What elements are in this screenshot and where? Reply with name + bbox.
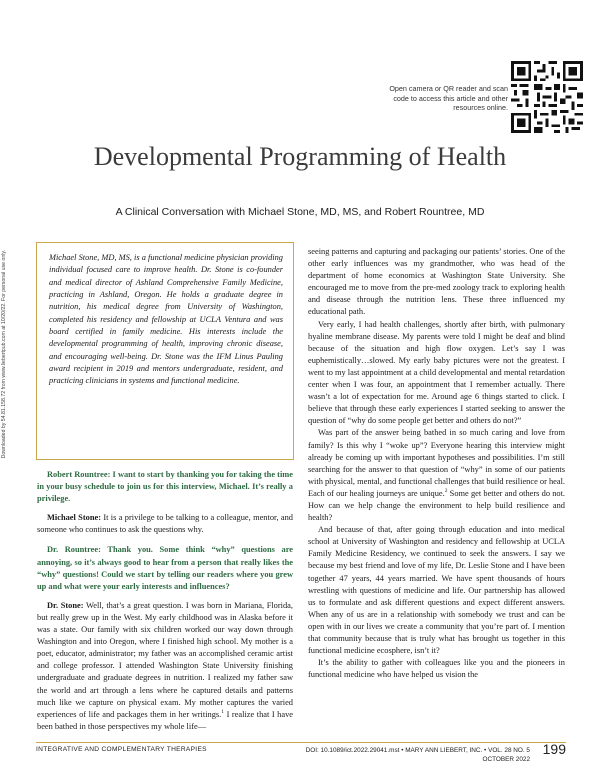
qr-code-icon[interactable] (511, 61, 583, 133)
body-paragraph: And because of that, after going through education and into medical school at University of Washington and residency and fellowship at UCLA Family Medicine Residency, we continued to seek the answers. I say we because my best friend and love of my life, Dr. Leslie Stone and I have been together 47 years, 44 years married. We have spent thousands of hours wrestling with questions of medicine and life. Our partnership has allowed us to formulate and ask different questions and expect different answers. When any of us are in a relationship with somebody we trust and can be open with in our lives we create a community that you’re part of. I mention that community because that is truly what has brought us together in this functional medicine ecosphere, isn’t it? (308, 525, 565, 656)
body-paragraph: seeing patterns and capturing and packaging our patients’ stories. One of the other early influences was my grandmother, who was head of the department of home economics at Washington State University. She encouraged me to move from the pre-med zoology track to exploring health and disease through the nutrition lens. These three influenced my educational path. (308, 247, 565, 317)
reference-marker[interactable]: 2 (444, 488, 448, 495)
right-column (308, 246, 565, 681)
body-paragraph (308, 427, 565, 524)
body-text: Some get better and others do not. How can we help change the environment to help build resilience and health? (308, 488, 566, 523)
reference-marker[interactable]: 1 (221, 708, 225, 715)
body-text: Was part of the answer being bathed in so much caring and love from family? Is this why I “woke up”? Everyone hearing this interview might already be coming up with important hypotheses and possibilities. I’m still searching for the answer to that question of “why” in some of our patients with physical, mental, and functional challenges that build resilience or heal. Each of our healing journeys are unique. (308, 428, 565, 498)
interview-question: Dr. Rountree: Thank you. Some think “why” questions are annoying, so it’s always good to hear from a person that really likes the “why” questions! Could we start by telling our readers where you grew up and what were your early interests and influences? (37, 545, 293, 591)
speaker-label: Michael Stone: (47, 513, 101, 523)
speaker-label: Dr. Stone: (47, 600, 84, 610)
author-bio-box: Michael Stone, MD, MS, is a functional medicine physician providing individual focused care to improve health. Dr. Stone is co-founder and medical director of Ashland Comprehensive Family Medicine, practicing in Ashland, Oregon. He holds a graduate degree in nutrition, his medical degree from University of Washington, completed his residency and fellowship at UCLA Ventura and was board certified in family medicine. His interests include the developmental programming of health, improving chronic disease, and encouraging well-being. Dr. Stone was the IFM Linus Pauling award recipient in 2019 and mentors undergraduate, resident, and practicing clinicians in systems and functional medicine. (36, 242, 294, 460)
article-subtitle-authors: A Clinical Conversation with Michael Stone, MD, MS, and Robert Rountree, MD (115, 206, 485, 218)
interview-answer (37, 512, 293, 536)
download-watermark: Downloaded by 54.81.158.72 from www.liebertpub.com at 10/20/22. For personal use only. (1, 250, 7, 459)
answer-text: Well, that’s a great question. I was born in Mariana, Florida, but really grew up in the West. My early childhood was in Alaska before it was a state. Our family with six children worked our way down through Washington and into Oregon, where I finished high school. My mother is a poet, educator, administrator; my father was an accomplished ceramic artist and college professor. I attended Washington State University finishing undergraduate and graduate degrees in nutrition. I realized my father saw the world and art through a lens where he captured details and patterns much like we capture on physical exam. My mother captures the varied experiences of life and packages them in her writings. (37, 600, 293, 719)
issue-date: OCTOBER 2022 (482, 756, 530, 763)
citation-info (290, 746, 530, 764)
article-title: Developmental Programming of Health (93, 142, 507, 171)
interview-question: Robert Rountree: I want to start by thanking you for taking the time in your busy schedule to join us for this interview, Michael. It’s really a privilege. (37, 470, 293, 504)
qr-instruction: Open camera or QR reader and scan code to access this article and other resources online. (389, 84, 508, 112)
answer-text: I realize that I have been bathed in those perspectives my whole life— (37, 709, 293, 731)
body-paragraph: It’s the ability to gather with colleagues like you and the pioneers in functional medicine who have helped us vision the (308, 658, 565, 680)
body-paragraph: Very early, I had health challenges, shortly after birth, with pulmonary hyaline membrane disease. My parents were told I might be deaf and blind because of the situation and high flow oxygen. Let’s say I was euphemistically…slowed. My early baby pictures were not the greatest. I went to my last appointment at a child developmental and mental retardation center when I was four, an appointment that I remember actually. There wasn’t a lot of expectation for me. Around age 6 things started to click. I believe that through these early experiences I started seeking to answer the question of “why do some people get better and others do not?” (308, 319, 565, 426)
doi-line: DOI: 10.1089/ict.2022.29041.mst • MARY ANN LIEBERT, INC. • VOL. 28 NO. 5 (305, 747, 530, 754)
footer-divider (36, 742, 566, 743)
page-number: 199 (542, 741, 566, 757)
interview-answer (37, 600, 293, 733)
left-column (37, 461, 293, 733)
answer-text: It is a privilege to be talking to a colleague, mentor, and someone who continues to ask the questions why. (37, 513, 293, 535)
journal-name: INTEGRATIVE AND COMPLEMENTARY THERAPIES (36, 746, 207, 753)
